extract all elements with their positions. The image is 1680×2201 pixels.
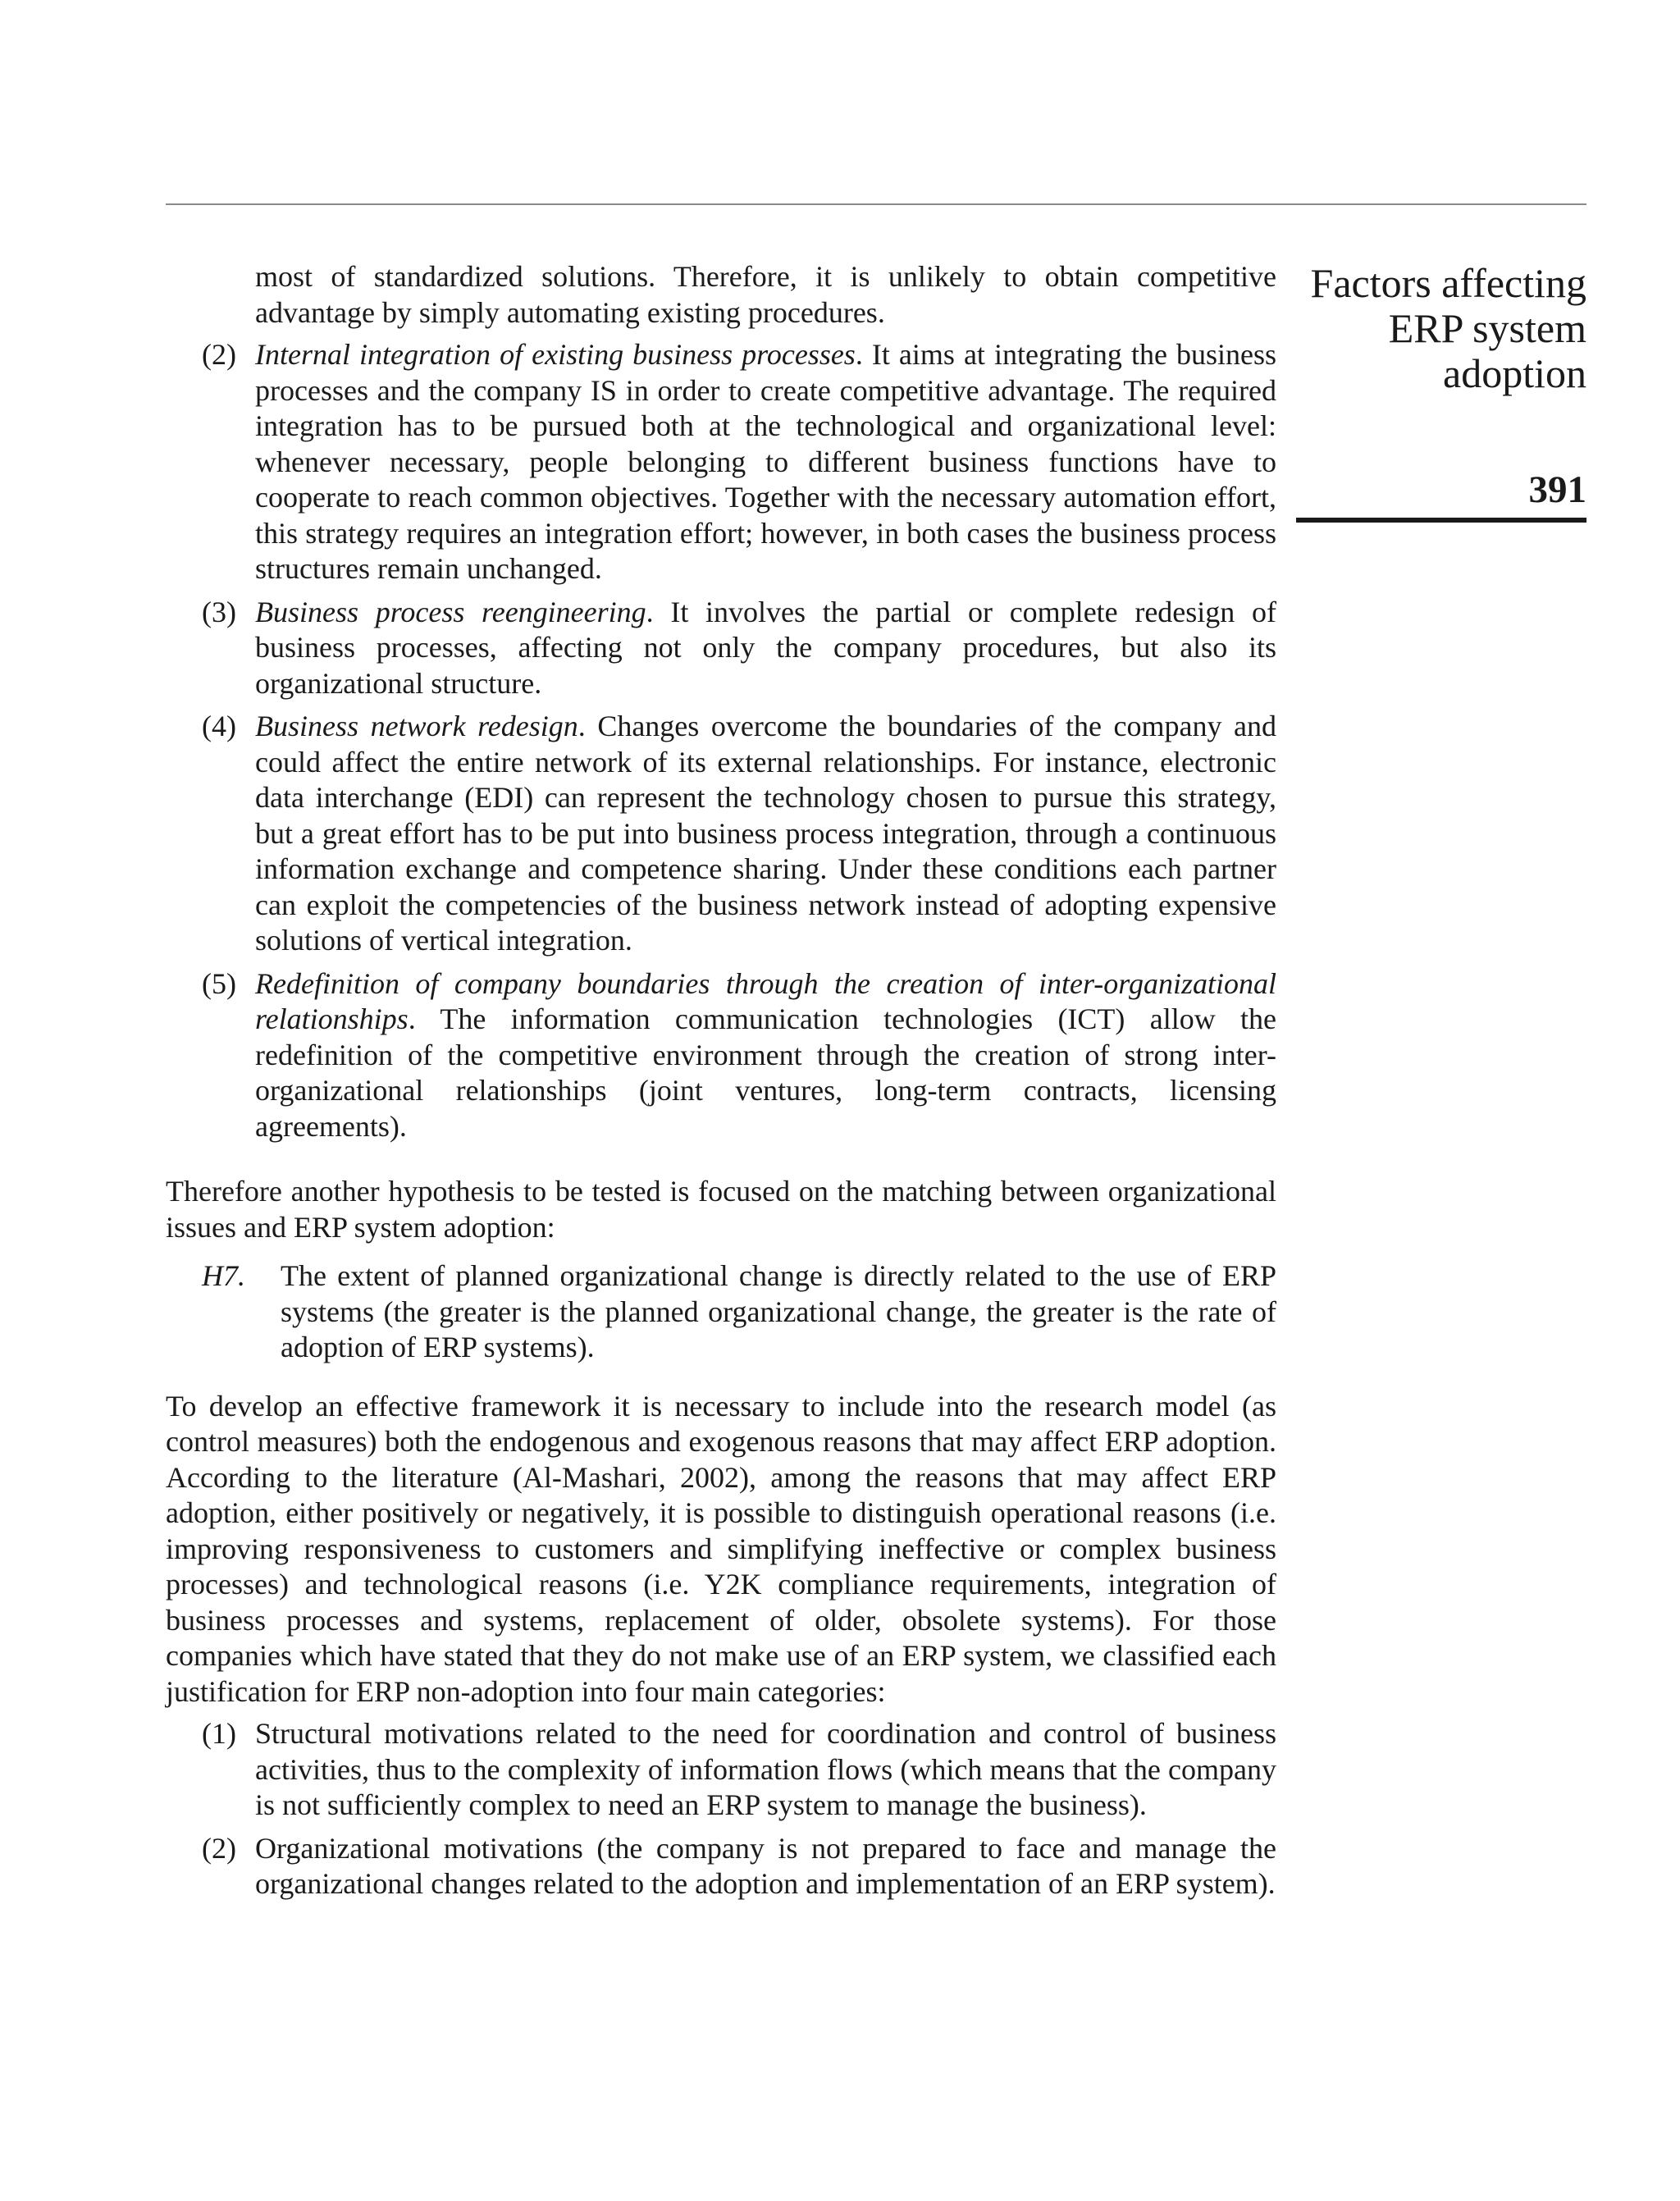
list-item-body: Organizational motivations (the company is not prepared to face and manage the organizational changes related to the adoption and implementation of an ERP system). <box>255 1831 1276 1900</box>
list-item <box>166 709 1276 959</box>
list-item-number: (4) <box>202 710 236 742</box>
hypothesis-h7 <box>166 1258 1276 1366</box>
list-item-number: (2) <box>202 338 236 371</box>
list-item-continuation: most of standardized solutions. Therefore, it is unlikely to obtain competitive advantage by simply automating existing procedures. <box>255 260 1276 329</box>
running-head <box>1296 261 1586 396</box>
paragraph-hypothesis-intro: Therefore another hypothesis to be tested is focused on the matching between organizational issues and ERP system adoption: <box>166 1175 1276 1244</box>
hypothesis-label: H7. <box>202 1259 245 1292</box>
running-head-line-2: ERP system <box>1388 305 1586 351</box>
list-item-number: (5) <box>202 966 236 1000</box>
list-item-title: Internal integration of existing business processes <box>255 338 856 371</box>
list-item-number: (3) <box>202 595 236 628</box>
main-text <box>166 259 1276 1910</box>
page-number: 391 <box>1528 468 1586 511</box>
non-adoption-list <box>166 1716 1276 1902</box>
list-item <box>166 595 1276 702</box>
list-item-number: (2) <box>202 1831 236 1865</box>
hypothesis-text: The extent of planned organizational change is directly related to the use of ERP systems (the greater is the planned organizational change, the greater is the rate of adoption of ERP systems). <box>281 1259 1276 1363</box>
list-item-body: . The information communication technologies (ICT) allow the redefinition of the competitive environment through the creation of strong inter-organizational relationships (joint ventures, long-term contracts, licensing agreements). <box>255 1002 1276 1143</box>
list-item-number: (1) <box>202 1717 236 1750</box>
list-item <box>166 1831 1276 1902</box>
running-head-line-3: adoption <box>1443 350 1586 396</box>
header-rule <box>166 203 1586 205</box>
list-item-title: Business network redesign <box>255 710 578 742</box>
list-item-body: . It involves the partial or complete redesign of business processes, affecting not only the company procedures, but also its organizational structure. <box>255 595 1276 700</box>
paragraph-framework: To develop an effective framework it is necessary to include into the research model (as control measures) both the endogenous and exogenous reasons that may affect ERP adoption. According to the literature (Al-Mashari, 2002), among the reasons that may affect ERP adoption, either positively or negatively, it is possible to distinguish operational reasons (i.e. improving responsiveness to customers and simplifying ineffective or complex business processes) and technological reasons (i.e. Y2K compliance requirements, integration of business processes and systems, replacement of older, obsolete systems). For those companies which have stated that they do not make use of an ERP system, we classified each justification for ERP non-adoption into four main categories: <box>166 1389 1276 1708</box>
list-item <box>166 337 1276 587</box>
list-item-title: Redefinition of company boundaries through the creation of inter-organizational relationships <box>255 966 1276 1035</box>
list-item <box>166 1716 1276 1824</box>
list-item <box>166 966 1276 1145</box>
list-item-title: Business process reengineering <box>255 595 646 628</box>
strategy-list <box>166 337 1276 1144</box>
page-number-rule <box>1296 518 1586 523</box>
page-sidebar <box>1296 261 1586 523</box>
list-item-body: . It aims at integrating the business processes and the company IS in order to create competitive advantage. The required integration has to be pursued both at the technological and organizational level: whenever necessary, people belonging to different business functions have to cooperate to reach common objectives. Together with the necessary automation effort, this strategy requires an integration effort; however, in both cases the business process structures remain unchanged. <box>255 338 1276 585</box>
list-item-body: . Changes overcome the boundaries of the company and could affect the entire network of its external relationships. For instance, electronic data interchange (EDI) can represent the technology chosen to pursue this strategy, but a great effort has to be put into business process integration, through a continuous information exchange and competence sharing. Under these conditions each partner can exploit the competencies of the business network instead of adopting expensive solutions of vertical integration. <box>255 710 1276 957</box>
running-head-line-1: Factors affecting <box>1310 260 1586 306</box>
list-item-body: Structural motivations related to the need for coordination and control of business activities, thus to the complexity of information flows (which means that the company is not sufficiently complex to need an ERP system to manage the business). <box>255 1717 1276 1821</box>
